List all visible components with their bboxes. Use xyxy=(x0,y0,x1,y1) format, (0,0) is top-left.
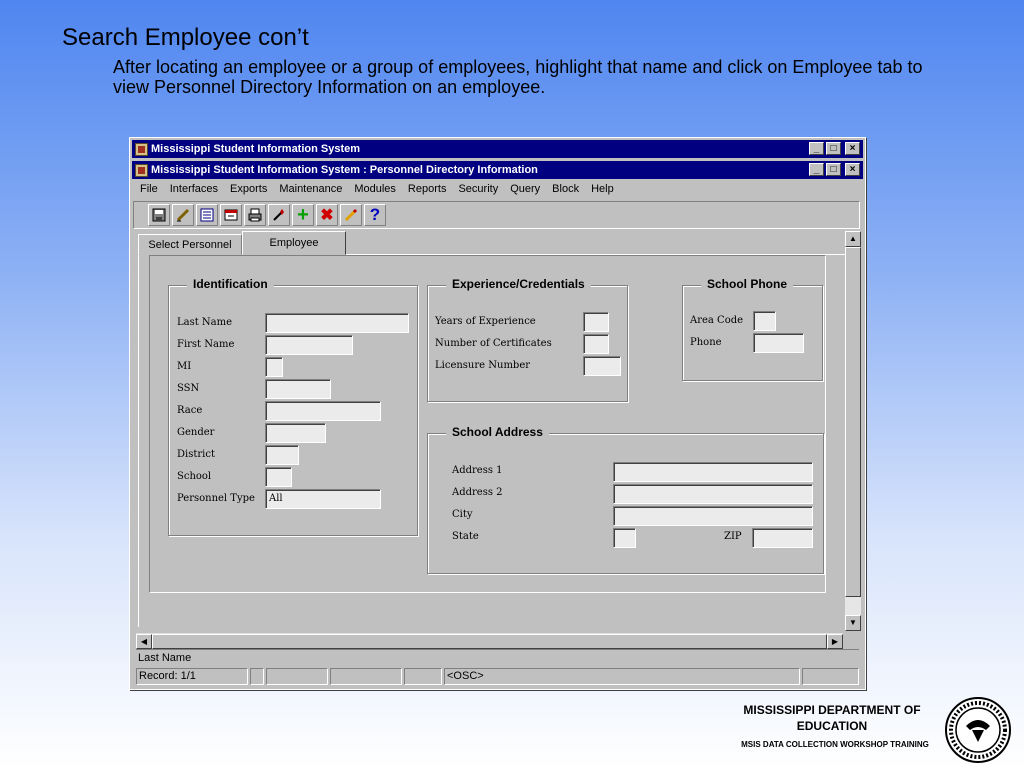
menu-interfaces[interactable]: Interfaces xyxy=(169,183,219,195)
tab-content xyxy=(138,255,846,627)
state-label: State xyxy=(452,531,479,542)
ssn-label: SSN xyxy=(177,383,200,394)
form-icon xyxy=(135,164,148,177)
menu-security[interactable]: Security xyxy=(458,183,499,195)
first-name-label: First Name xyxy=(177,339,235,350)
menu-help[interactable]: Help xyxy=(591,183,614,195)
mi-field[interactable] xyxy=(265,357,283,377)
last-name-field[interactable] xyxy=(265,313,409,333)
status-cell xyxy=(250,668,264,685)
district-label: District xyxy=(177,449,215,460)
city-label: City xyxy=(452,509,473,520)
inner-close-button[interactable]: × xyxy=(845,163,860,176)
add-icon[interactable]: + xyxy=(292,204,314,226)
status-cell xyxy=(802,668,859,685)
certificates-label: Number of Certificates xyxy=(435,338,552,349)
inner-window-title: Mississippi Student Information System : Personnel Directory Information xyxy=(151,164,538,176)
tab-employee[interactable]: Employee xyxy=(242,231,346,255)
years-experience-label: Years of Experience xyxy=(435,316,536,327)
scroll-right-icon[interactable]: ▶ xyxy=(827,634,843,649)
org-name-line2: EDUCATION xyxy=(796,719,868,733)
menu-query[interactable]: Query xyxy=(510,183,541,195)
phone-label: Phone xyxy=(690,337,722,348)
slide-title: Search Employee con’t xyxy=(62,24,309,51)
outer-minimize-button[interactable]: _ xyxy=(809,142,824,155)
tab-select-personnel[interactable]: Select Personnel xyxy=(138,234,242,255)
menu-maintenance[interactable]: Maintenance xyxy=(279,183,343,195)
area-code-field[interactable] xyxy=(753,311,776,331)
footer-subtitle: MSIS DATA COLLECTION WORKSHOP TRAINING xyxy=(741,740,929,749)
slide-instructions: After locating an employee or a group of employees, highlight that name and click on Employee tab to view Personnel Directory Information on an employee. xyxy=(113,57,923,97)
school-field[interactable] xyxy=(265,467,292,487)
pencil-icon[interactable] xyxy=(340,204,362,226)
status-cell xyxy=(404,668,442,685)
address1-label: Address 1 xyxy=(452,465,503,476)
status-cell xyxy=(330,668,402,685)
menu-block[interactable]: Block xyxy=(552,183,580,195)
mi-label: MI xyxy=(177,361,192,372)
school-address-title: School Address xyxy=(446,425,549,439)
last-name-label: Last Name xyxy=(177,317,233,328)
inner-minimize-button[interactable]: _ xyxy=(809,163,824,176)
menu-file[interactable]: File xyxy=(140,183,158,195)
inner-restore-button[interactable]: □ xyxy=(826,163,841,176)
city-field[interactable] xyxy=(613,506,813,526)
zip-label: ZIP xyxy=(724,531,742,542)
area-code-label: Area Code xyxy=(690,315,744,326)
address1-field[interactable] xyxy=(613,462,813,482)
save-icon[interactable] xyxy=(148,204,170,226)
licensure-field[interactable] xyxy=(583,356,621,376)
personnel-type-label: Personnel Type xyxy=(177,493,255,504)
status-bar xyxy=(136,668,859,685)
school-address-group xyxy=(427,425,824,574)
record-indicator: Record: 1/1 xyxy=(136,668,248,685)
delete-icon[interactable]: ✖ xyxy=(316,204,338,226)
personnel-type-field[interactable]: All xyxy=(265,489,381,509)
state-seal-icon xyxy=(944,696,1012,764)
school-phone-group xyxy=(682,277,823,381)
org-name xyxy=(720,702,944,734)
outer-maximize-button[interactable]: □ xyxy=(826,142,841,155)
horizontal-scrollbar[interactable] xyxy=(136,633,843,649)
first-name-field[interactable] xyxy=(265,335,353,355)
employee-form-panel xyxy=(149,255,826,593)
form-view-icon[interactable] xyxy=(220,204,242,226)
help-icon[interactable]: ? xyxy=(364,204,386,226)
experience-title: Experience/Credentials xyxy=(446,277,591,291)
identification-group xyxy=(168,277,418,536)
menu-modules[interactable]: Modules xyxy=(354,183,396,195)
menu-exports[interactable]: Exports xyxy=(230,183,268,195)
inner-title-bar[interactable] xyxy=(132,161,863,179)
state-field[interactable] xyxy=(613,528,636,548)
ssn-field[interactable] xyxy=(265,379,331,399)
menu-reports[interactable]: Reports xyxy=(407,183,447,195)
org-name-line1: MISSISSIPPI DEPARTMENT OF xyxy=(743,703,921,717)
outer-close-button[interactable]: × xyxy=(845,142,860,155)
field-hint: Last Name xyxy=(136,649,859,666)
race-label: Race xyxy=(177,405,203,416)
toolbar xyxy=(133,201,860,229)
osc-indicator: <OSC> xyxy=(444,668,800,685)
race-field[interactable] xyxy=(265,401,381,421)
zip-field[interactable] xyxy=(752,528,813,548)
outer-window-title: Mississippi Student Information System xyxy=(151,143,361,155)
status-cell xyxy=(266,668,328,685)
scroll-up-icon[interactable]: ▲ xyxy=(845,231,861,247)
vertical-scrollbar[interactable] xyxy=(845,231,861,631)
list-icon[interactable] xyxy=(196,204,218,226)
application-window xyxy=(129,137,866,690)
print-icon[interactable] xyxy=(244,204,266,226)
outer-title-bar[interactable] xyxy=(132,140,863,158)
experience-group xyxy=(427,277,628,402)
horizontal-scroll-thumb[interactable] xyxy=(152,634,827,649)
years-experience-field[interactable] xyxy=(583,312,609,332)
scroll-left-icon[interactable]: ◀ xyxy=(136,634,152,649)
identification-title: Identification xyxy=(187,277,274,291)
district-field[interactable] xyxy=(265,445,299,465)
school-phone-title: School Phone xyxy=(701,277,793,291)
phone-field[interactable] xyxy=(753,333,804,353)
menu-bar xyxy=(132,180,863,198)
edit-icon[interactable] xyxy=(172,204,194,226)
vertical-scroll-thumb[interactable] xyxy=(845,247,861,597)
scroll-down-icon[interactable]: ▼ xyxy=(845,615,861,631)
app-icon xyxy=(135,143,148,156)
gender-field[interactable] xyxy=(265,423,326,443)
magic-wand-icon[interactable] xyxy=(268,204,290,226)
gender-label: Gender xyxy=(177,427,215,438)
address2-label: Address 2 xyxy=(452,487,503,498)
certificates-field[interactable] xyxy=(583,334,609,354)
school-label: School xyxy=(177,471,212,482)
licensure-label: Licensure Number xyxy=(435,360,531,371)
address2-field[interactable] xyxy=(613,484,813,504)
toolbar-separator xyxy=(138,204,146,226)
